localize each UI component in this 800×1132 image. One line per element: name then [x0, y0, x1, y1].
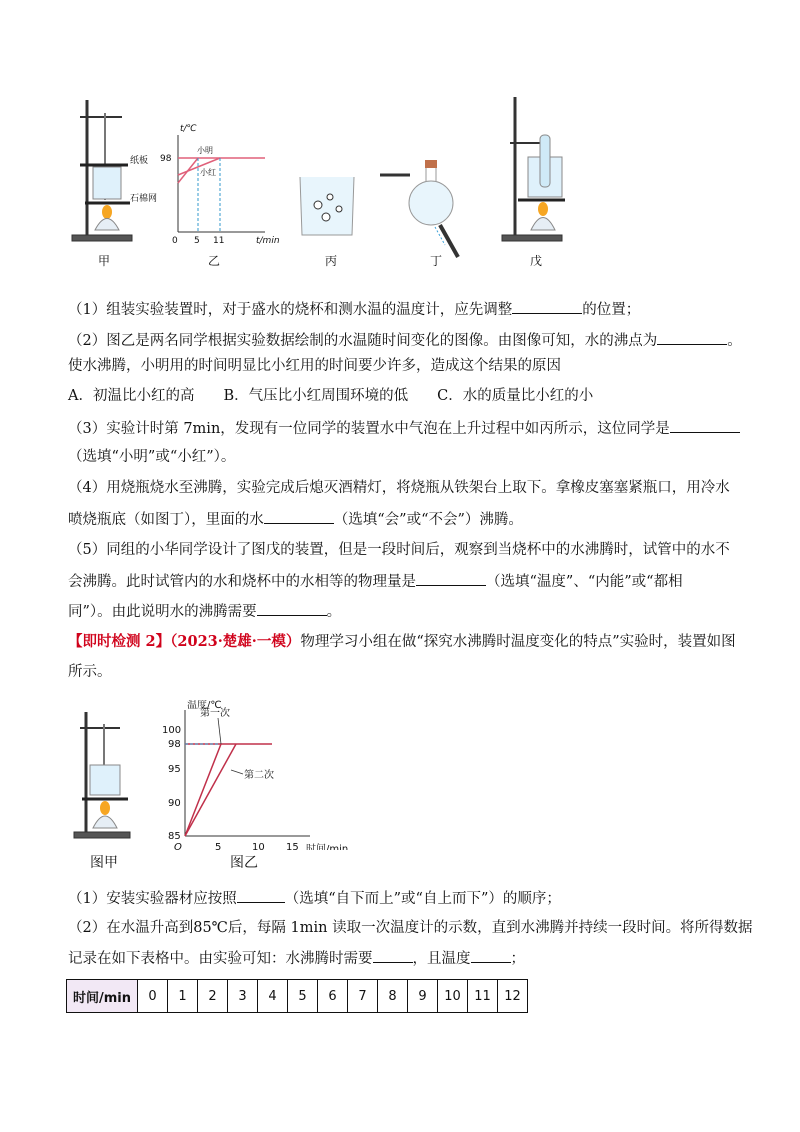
answer-blank-5[interactable] [416, 571, 486, 586]
graph-yi-x-tick-0: 0 [172, 236, 178, 246]
table-cell: 4 [258, 980, 288, 1013]
test-2-intro-continued: 所示。 [68, 664, 112, 680]
graph-yi-2-x-tick-15: 15 [286, 842, 299, 850]
answer-blank-1[interactable] [512, 299, 582, 314]
table-cell: 8 [378, 980, 408, 1013]
caption-yi: 乙 [208, 254, 221, 268]
table-cell: 10 [438, 980, 468, 1013]
caption-ding: 丁 [430, 254, 443, 268]
question-1: （1）组装实验装置时，对于盛水的烧杯和测水温的温度计，应先调整 的位置； [68, 299, 640, 320]
answer-blank-2-1[interactable] [237, 888, 285, 903]
graph-yi-2-series-second: 第二次 [244, 770, 274, 781]
test-2-source: （2023·楚雄·一模） [170, 633, 301, 650]
table-cell: 11 [468, 980, 498, 1013]
graph-yi-2-y-tick-85: 85 [168, 831, 181, 842]
graph-yi-x-label: t/min [256, 236, 280, 246]
answer-blank-2[interactable] [657, 330, 727, 345]
graph-yi-2-y-label: 温度/℃ [187, 700, 222, 711]
graph-yi-2-x-tick-10: 10 [252, 842, 265, 850]
answer-blank-2-3[interactable] [471, 948, 511, 963]
table-row [67, 980, 528, 1013]
question-2-continued: 使水沸腾，小明用的时间明显比小红用的时间要少许多，造成这个结果的原因 [68, 358, 561, 374]
caption-wu: 戊 [530, 254, 543, 268]
question-3: （3）实验计时第 7min，发现有一位同学的装置水中气泡在上升过程中如丙所示，这位同学是 [68, 418, 740, 439]
table-cell: 1 [168, 980, 198, 1013]
table-cell: 3 [228, 980, 258, 1013]
caption-bing: 丙 [325, 254, 338, 268]
graph-yi-2-origin: O [174, 842, 182, 850]
graph-yi-y-tick: 98 [160, 154, 172, 164]
table-header-time: 时间/min [67, 980, 138, 1013]
label-paperboard: 纸板 [130, 156, 149, 166]
figure-2-drawing [60, 700, 370, 850]
question-2-2: （2）在水温升高到85℃后，每隔 1min 读取一次温度计的示数，直到水沸腾并持续一段时间。将所得数据 [68, 920, 753, 936]
test-2-intro: 【即时检测 2】（2023·楚雄·一模）物理学习小组在做“探究水沸腾时温度变化的特点”实验时，装置如图 [68, 633, 736, 650]
answer-blank-4[interactable] [264, 509, 334, 524]
graph-yi-2-y-tick-90: 90 [168, 798, 181, 809]
caption-figure-jia: 图甲 [90, 855, 118, 871]
apparatus-jia-2 [74, 712, 130, 838]
test-2-tag: 【即时检测 2】 [68, 633, 171, 650]
answer-blank-3[interactable] [670, 418, 740, 433]
table-cell: 2 [198, 980, 228, 1013]
data-table [66, 979, 528, 1013]
graph-yi-x-tick-11: 11 [213, 236, 225, 246]
graph-yi-2-y-tick-95: 95 [168, 764, 181, 775]
graph-yi-2-series-first: 第一次 [200, 708, 230, 719]
table-cell: 6 [318, 980, 348, 1013]
table-cell: 0 [138, 980, 168, 1013]
figure-1 [60, 95, 580, 270]
question-2-1: （1）安装实验器材应按照 （选填“自下而上”或“自上而下”）的顺序； [68, 888, 561, 909]
caption-figure-yi: 图乙 [230, 855, 258, 871]
table-cell: 7 [348, 980, 378, 1013]
graph-yi-series-xiaoming: 小明 [197, 146, 213, 155]
question-2: （2）图乙是两名同学根据实验数据绘制的水温随时间变化的图像。由图像可知，水的沸点为 。 [68, 330, 742, 351]
table-cell: 9 [408, 980, 438, 1013]
caption-jia: 甲 [98, 254, 111, 268]
graph-yi [178, 97, 565, 257]
question-4-continued: 喷烧瓶底（如图丁），里面的水 （选填“会”或“不会”）沸腾。 [68, 509, 523, 530]
table-cell: 5 [288, 980, 318, 1013]
table-cell: 12 [498, 980, 528, 1013]
figure-1-drawing [60, 95, 580, 270]
graph-yi-2-x-label: 时间/min [306, 844, 349, 850]
question-5-continued: 会沸腾。此时试管内的水和烧杯中的水相等的物理量是 （选填“温度”、“内能”或“都相 [68, 571, 683, 592]
graph-yi-series-xiaohong: 小红 [200, 168, 216, 177]
apparatus-jia [72, 100, 132, 241]
figure-2 [60, 700, 370, 850]
label-asbestos-net: 石棉网 [130, 194, 158, 204]
graph-yi-2-x-tick-5: 5 [215, 842, 222, 850]
graph-yi-2-y-tick-98: 98 [168, 739, 181, 750]
question-2-options: A．初温比小红的高 B．气压比小红周围环境的低 C．水的质量比小红的小 [68, 388, 594, 404]
graph-yi-2-y-tick-100: 100 [162, 725, 182, 736]
answer-blank-2-2[interactable] [373, 948, 413, 963]
answer-blank-6[interactable] [257, 601, 327, 616]
question-3-continued: （选填“小明”或“小红”）。 [68, 449, 236, 465]
question-5: （5）同组的小华同学设计了图戊的装置，但是一段时间后，观察到当烧杯中的水沸腾时，试管中的水不 [68, 542, 730, 558]
question-4: （4）用烧瓶烧水至沸腾，实验完成后熄灭酒精灯，将烧瓶从铁架台上取下。拿橡皮塞塞紧瓶口，用冷水 [68, 480, 730, 496]
graph-yi-y-label: t/℃ [180, 124, 197, 134]
question-5-end: 同”）。由此说明水的沸腾需要 。 [68, 601, 341, 622]
graph-yi-x-tick-5: 5 [194, 236, 200, 246]
question-2-2-continued: 记录在如下表格中。由实验可知：水沸腾时需要 ，且温度 ； [68, 948, 525, 969]
